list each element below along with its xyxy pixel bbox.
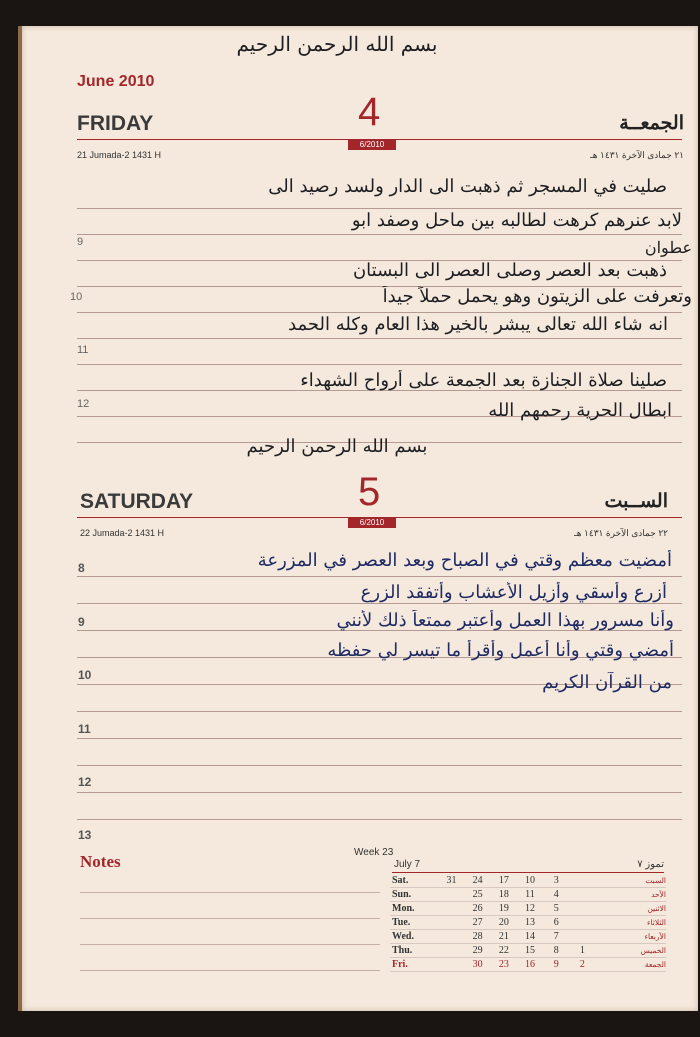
calendar-day-number: 19 [491, 902, 517, 916]
saturday-hijri-date-ar: ٢٢ جمادى الآخرة ١٤٣١ هـ [574, 528, 668, 538]
saturday-day-name-ar: الســبت [604, 491, 668, 512]
calendar-row [390, 930, 666, 944]
friday-handwriting-line: ذهبت بعد العصر وصلى العصر الى البستان [352, 260, 667, 281]
calendar-row [390, 944, 666, 958]
bismillah-friday: بسم الله الرحمن الرحيم [236, 32, 438, 56]
calendar-day-number [569, 874, 595, 888]
calendar-day-number: 22 [491, 944, 517, 958]
calendar-day-number: 23 [491, 958, 517, 972]
calendar-day-number: 30 [465, 958, 491, 972]
friday-handwriting-line: لابد عنرهم كرهت لطالبه بين ماحل وصفد ابو [351, 210, 682, 231]
calendar-day-number: 12 [517, 902, 543, 916]
week-number: Week 23 [354, 847, 394, 858]
saturday-hijri-date: 22 Jumada-2 1431 H [80, 528, 165, 538]
saturday-rule [77, 765, 682, 766]
calendar-day-number: 2 [569, 958, 595, 972]
calendar-day-number [569, 916, 595, 930]
calendar-row [390, 888, 666, 902]
calendar-day-number: 29 [465, 944, 491, 958]
diary-page [18, 26, 698, 1011]
saturday-hour-label: 13 [78, 828, 92, 842]
friday-hour-label: 10 [70, 291, 83, 303]
calendar-day-number: 9 [543, 958, 569, 972]
calendar-row [390, 916, 666, 930]
calendar-weekday: Mon. [390, 902, 438, 916]
bismillah-saturday: بسم الله الرحمن الرحيم [246, 436, 428, 457]
calendar-day-number: 4 [543, 888, 569, 902]
saturday-handwriting-line: وأنا مسرور بهذا العمل وأعتبر ممتعاً ذلك لأنني [336, 610, 674, 631]
saturday-rule [77, 711, 682, 712]
friday-day-name-ar: الجمعــة [619, 113, 684, 134]
calendar-header [392, 858, 664, 873]
calendar-weekday-ar: الجمعة [595, 958, 666, 972]
notes-rule [80, 970, 380, 971]
saturday-month-tag: 6/2010 [348, 517, 396, 528]
friday-handwriting-line: ابطال الحرية رحمهم الله [488, 400, 672, 421]
calendar-day-number: 13 [517, 916, 543, 930]
friday-handwriting-line: صلينا صلاة الجنازة بعد الجمعة على أرواح الشهداء [300, 370, 667, 391]
calendar-day-number: 1 [569, 944, 595, 958]
saturday-day-name: SATURDAY [80, 490, 194, 513]
calendar-month-ar: تموز ٧ [637, 859, 664, 870]
friday-rule [77, 208, 682, 209]
calendar-day-number: 6 [543, 916, 569, 930]
friday-month-tag: 6/2010 [348, 139, 396, 150]
saturday-handwriting-line: من القرآن الكريم [542, 672, 672, 693]
calendar-day-number: 18 [491, 888, 517, 902]
calendar-day-number [569, 902, 595, 916]
calendar-day-number [569, 888, 595, 902]
calendar-day-number: 26 [465, 902, 491, 916]
calendar-weekday-ar: الأحد [595, 888, 666, 902]
calendar-row [390, 874, 666, 888]
calendar-day-number: 15 [517, 944, 543, 958]
saturday-hour-label: 11 [78, 722, 91, 736]
calendar-day-number [438, 930, 464, 944]
friday-day-name: FRIDAY [77, 112, 154, 135]
calendar-weekday: Tue. [390, 916, 438, 930]
saturday-day-number: 5 [358, 470, 381, 514]
calendar-weekday-ar: السبت [595, 874, 666, 888]
saturday-rule [77, 819, 682, 820]
friday-hour-label: 12 [77, 398, 90, 410]
friday-hour-label: 11 [77, 344, 89, 356]
calendar-day-number [569, 930, 595, 944]
calendar-day-number: 17 [491, 874, 517, 888]
calendar-day-number [438, 888, 464, 902]
calendar-day-number: 7 [543, 930, 569, 944]
saturday-rule [77, 738, 682, 739]
friday-rule [77, 234, 682, 235]
friday-handwriting-line: صليت في المسجر ثم ذهبت الى الدار ولسد رصيد الى [268, 176, 667, 197]
friday-handwriting-line: عطوان [644, 238, 692, 257]
friday-handwriting-line: وتعرفت على الزيتون وهو يحمل حملاً جيداً [382, 286, 692, 307]
saturday-hour-label: 12 [78, 775, 92, 789]
calendar-weekday-ar: الخميس [595, 944, 666, 958]
saturday-handwriting-line: أزرع وأسقي وأزيل الأعشاب وأتفقد الزرع [360, 582, 667, 603]
notes-rule [80, 892, 380, 893]
calendar-weekday: Fri. [390, 958, 438, 972]
friday-hijri-date: 21 Jumada-2 1431 H [77, 150, 162, 160]
calendar-day-number: 11 [517, 888, 543, 902]
mini-calendar [390, 874, 666, 972]
calendar-weekday: Wed. [390, 930, 438, 944]
calendar-month-en: July 7 [394, 859, 421, 870]
friday-hour-label: 9 [77, 236, 84, 248]
calendar-day-number: 27 [465, 916, 491, 930]
calendar-day-number: 28 [465, 930, 491, 944]
calendar-day-number: 21 [491, 930, 517, 944]
notes-rule [80, 918, 380, 919]
calendar-weekday: Thu. [390, 944, 438, 958]
friday-handwriting-line: انه شاء الله تعالى يبشر بالخير هذا العام وكله الحمد [288, 314, 668, 335]
calendar-row [390, 902, 666, 916]
calendar-day-number: 25 [465, 888, 491, 902]
saturday-rule [77, 792, 682, 793]
friday-rule [77, 364, 682, 365]
calendar-day-number [438, 902, 464, 916]
calendar-day-number [438, 916, 464, 930]
calendar-day-number [438, 958, 464, 972]
calendar-weekday-ar: الأربعاء [595, 930, 666, 944]
saturday-hour-label: 10 [78, 668, 92, 682]
calendar-day-number: 5 [543, 902, 569, 916]
friday-day-number: 4 [358, 90, 381, 134]
notes-rule [80, 944, 380, 945]
friday-rule [77, 338, 682, 339]
calendar-day-number: 14 [517, 930, 543, 944]
calendar-weekday-ar: الثلاثاء [595, 916, 666, 930]
calendar-day-number: 31 [438, 874, 464, 888]
calendar-weekday-ar: الاثنين [595, 902, 666, 916]
saturday-handwriting-line: أمضي وقتي وأنا أعمل وأقرأ ما تيسر لي حفظه [327, 640, 674, 661]
calendar-day-number: 10 [517, 874, 543, 888]
month-title: June 2010 [77, 73, 155, 90]
calendar-day-number: 8 [543, 944, 569, 958]
friday-rule [77, 312, 682, 313]
calendar-weekday: Sat. [390, 874, 438, 888]
calendar-day-number: 24 [465, 874, 491, 888]
calendar-weekday: Sun. [390, 888, 438, 902]
saturday-rule [77, 576, 682, 577]
saturday-hour-label: 8 [78, 561, 85, 575]
calendar-day-number: 16 [517, 958, 543, 972]
calendar-day-number [438, 944, 464, 958]
saturday-rule [77, 603, 682, 604]
saturday-handwriting-line: أمضيت معظم وقتي في الصباح وبعد العصر في المزرعة [257, 550, 672, 571]
friday-hijri-date-ar: ٢١ جمادى الآخرة ١٤٣١ هـ [590, 150, 684, 160]
calendar-day-number: 20 [491, 916, 517, 930]
notes-heading: Notes [80, 852, 121, 871]
saturday-hour-label: 9 [78, 615, 85, 629]
calendar-day-number: 3 [543, 874, 569, 888]
calendar-row [390, 958, 666, 972]
